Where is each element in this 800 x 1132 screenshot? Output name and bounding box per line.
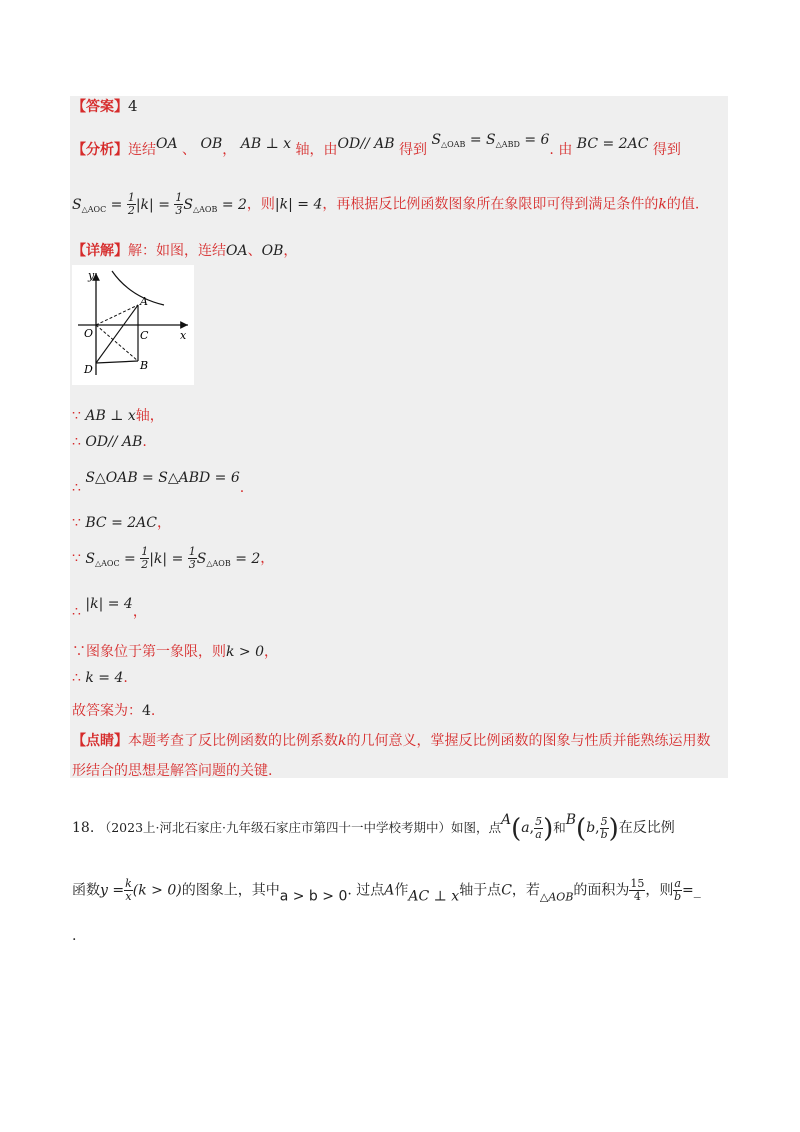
s-symbol: S (183, 196, 193, 213)
numerator: 1 (141, 545, 149, 558)
step-5 (72, 546, 274, 571)
fraction-area (629, 878, 645, 903)
step-7 (72, 641, 278, 661)
step-math: |k| = 4 (85, 596, 133, 612)
answer-label: 【答案】 (72, 99, 128, 115)
numerator: 1 (188, 545, 196, 558)
step-math: AB ⊥ x (85, 408, 136, 424)
analysis-text: ，则 (246, 196, 275, 213)
fraction-third (188, 546, 197, 571)
question-number: 18. (72, 820, 95, 836)
analysis-text: . 由 (549, 142, 573, 158)
denominator: 2 (127, 204, 135, 217)
eq: = (110, 196, 123, 213)
step-text: . (123, 670, 128, 686)
step-text: 图象位于第一象限，则 (86, 644, 226, 660)
step-text: ， (132, 604, 147, 620)
step-8 (72, 670, 128, 686)
step-math: S△OAB = S△ABD = 6 (85, 470, 240, 486)
detail-line (72, 240, 297, 260)
math-ab-perp: AB ⊥ x (240, 136, 292, 152)
question-text: 在反比例 (618, 820, 675, 836)
math-area-chain (72, 191, 247, 217)
numerator: a (674, 877, 681, 890)
numerator: k (125, 877, 132, 890)
numerator: 5 (600, 814, 608, 828)
point-a: A (384, 882, 395, 899)
step-math: BC = 2AC (85, 515, 157, 531)
fraction-k-over-x (124, 878, 133, 903)
analysis-line-2 (72, 192, 699, 217)
fraction-half (140, 546, 149, 571)
comment-text: 的几何意义，掌握反比例函数的图象与性质并能熟练运用数 (346, 733, 711, 749)
therefore-symbol: ∴ (72, 604, 81, 620)
question-text: ，则 (645, 882, 674, 899)
question-text: 作 (394, 882, 409, 899)
answer-value: 4 (128, 97, 138, 115)
fraction-5-over-a (534, 816, 543, 841)
step-text: 轴， (135, 408, 164, 424)
step-6 (72, 596, 147, 621)
denominator: x (125, 890, 132, 903)
analysis-text: 的值. (666, 196, 700, 213)
eq-val: = 6 (524, 132, 550, 148)
geometry-figure (72, 265, 194, 385)
abs-k: |k| = (149, 550, 184, 567)
step-text: ， (157, 515, 171, 531)
because-symbol: ∵ (72, 550, 81, 567)
comment-line-1 (72, 730, 710, 750)
math-absk-eq: |k| = 4 (274, 196, 323, 213)
denominator: 2 (141, 558, 149, 571)
analysis-label: 【分析】 (72, 142, 128, 158)
coord-b: b (586, 820, 596, 836)
comment-text: 本题考查了反比例函数的比例系数 (128, 733, 338, 749)
conclusion-text: 故答案为： (72, 703, 142, 719)
hyperbola-curve (112, 271, 164, 305)
s-sub: △AOB (193, 204, 218, 214)
denominator: 3 (175, 204, 183, 217)
label-a: A (140, 295, 148, 308)
question-18-line-2 (72, 878, 701, 905)
question-18-line-3 (72, 928, 76, 944)
denominator: 4 (633, 890, 641, 903)
coord-a: a (521, 820, 530, 836)
math-triangle: △AOB (539, 890, 574, 904)
question-text: 和 (553, 820, 566, 835)
numerator: 5 (535, 814, 543, 828)
question-text: 轴于点 (459, 882, 502, 899)
figure-svg (72, 265, 194, 385)
question-text: 的图象上，其中 (181, 882, 280, 899)
step-3 (72, 470, 244, 496)
analysis-text: 得到 (398, 142, 427, 158)
point-c: C (501, 882, 512, 899)
question-18-line-1: 18. （2023上·河北石家庄·九年级石家庄市第四十一中学校考期中）如图，点A(a, $\frac{5}{a}$ )和B(b, $\frac{5}{b}$ )在反比例 (72, 812, 675, 844)
label-y: y (88, 269, 95, 282)
math-area-eq (431, 132, 549, 148)
because-symbol: ∵ (72, 515, 81, 531)
analysis-text: 、 (182, 142, 197, 158)
comment-line-2 (72, 760, 272, 780)
analysis-text: 连结 (128, 142, 156, 158)
math-k: k (338, 733, 347, 749)
answer-line (72, 96, 138, 116)
point-a: A (500, 812, 512, 828)
comment-label: 【点睛】 (72, 733, 128, 749)
abs-k: |k| = (135, 196, 170, 213)
s-symbol: S (85, 550, 95, 567)
step-math: OD// AB (85, 434, 143, 450)
denominator: 3 (188, 558, 196, 571)
analysis-text: 轴，由 (295, 142, 338, 158)
analysis-text: ， (222, 142, 237, 158)
math-oa: OA (226, 243, 248, 259)
question-text: . 过点 (347, 882, 385, 899)
detail-label: 【详解】 (72, 243, 128, 259)
fraction-half (127, 192, 136, 217)
conclusion-value: 4 (142, 703, 151, 719)
therefore-symbol: ∴ (72, 434, 81, 450)
paren: ) (543, 814, 554, 844)
conclusion-line (72, 700, 155, 720)
s-sub: △AOB (206, 558, 231, 568)
math-ob: OB (261, 243, 284, 259)
fraction-5-over-b (600, 816, 609, 841)
math-bc-eq: BC = 2AC (576, 136, 649, 152)
question-text: 函数 (72, 882, 100, 899)
detail-text: 、 (247, 243, 262, 259)
step-text: . (142, 434, 147, 450)
math-oa: OA (156, 136, 178, 152)
numerator: 1 (127, 191, 135, 204)
eq: = 2 (221, 196, 247, 213)
s-sub: △AOC (81, 204, 107, 214)
fraction-ratio (673, 878, 682, 903)
analysis-text: ，再根据反比例函数图象所在象限即可得到满足条件的 (322, 196, 659, 213)
step-math: k = 4 (85, 670, 124, 686)
step-4 (72, 512, 171, 532)
conclusion-end: . (150, 703, 156, 719)
math-ab-condition: a > b > 0 (279, 888, 348, 905)
math-y-eq: y = (100, 882, 125, 899)
question-text: . (72, 928, 77, 944)
point-b: B (565, 812, 577, 828)
denominator: a (535, 827, 542, 841)
s-sub: △AOC (94, 558, 120, 568)
numerator: 15 (630, 877, 645, 890)
step-2 (72, 434, 147, 450)
label-c: C (140, 329, 149, 342)
step-text: ， (264, 644, 279, 660)
paren: ) (608, 814, 619, 844)
denominator: b (674, 890, 682, 903)
answer-blank: =_ (681, 882, 701, 899)
question-source: （2023上·河北石家庄·九年级石家庄市第四十一中学校考期中）如图，点 (98, 820, 501, 835)
step-math (85, 545, 261, 571)
math-ob: OB (200, 136, 223, 152)
segment-ob (96, 325, 138, 361)
math-k-positive: (k > 0) (132, 882, 182, 899)
analysis-line-1 (72, 132, 681, 159)
therefore-symbol: ∴ (72, 670, 81, 686)
step-text: . (239, 480, 245, 496)
segment-oa (96, 305, 138, 325)
analysis-text: 得到 (652, 142, 681, 158)
detail-text: 解：如图，连结 (128, 243, 226, 259)
math-ac-perp: AC ⊥ x (408, 888, 460, 905)
therefore-symbol: ∴ (72, 480, 81, 496)
s-symbol: S (196, 550, 207, 567)
numerator: 1 (175, 191, 183, 204)
s-symbol: S (72, 196, 82, 213)
eq: = 2 (235, 550, 261, 567)
question-text: ，若 (511, 882, 540, 899)
math-od-parallel: OD// AB (337, 136, 395, 152)
eq: = S (469, 132, 496, 148)
step-text: ， (260, 550, 275, 567)
math-k: k (658, 196, 667, 213)
label-x: x (180, 329, 187, 342)
s-sub: △ABD (495, 140, 520, 149)
because-symbol: ∵ (72, 644, 86, 660)
segment-da (96, 305, 138, 363)
detail-text: ， (283, 243, 298, 259)
paren: ( (576, 814, 587, 844)
step-math: k > 0 (226, 644, 265, 660)
label-b: B (140, 359, 149, 372)
label-o: O (84, 327, 94, 340)
step-1 (72, 405, 164, 425)
question-text: 的面积为 (573, 882, 630, 899)
s-sub: △OAB (441, 140, 466, 149)
s-symbol: S (431, 132, 442, 148)
denominator: b (600, 827, 608, 841)
paren: ( (511, 814, 522, 844)
comment-text: 形结合的思想是解答问题的关键. (72, 763, 273, 779)
segment-db (96, 361, 138, 363)
eq: = (124, 550, 136, 567)
label-d: D (84, 363, 93, 376)
because-symbol: ∵ (72, 408, 81, 424)
